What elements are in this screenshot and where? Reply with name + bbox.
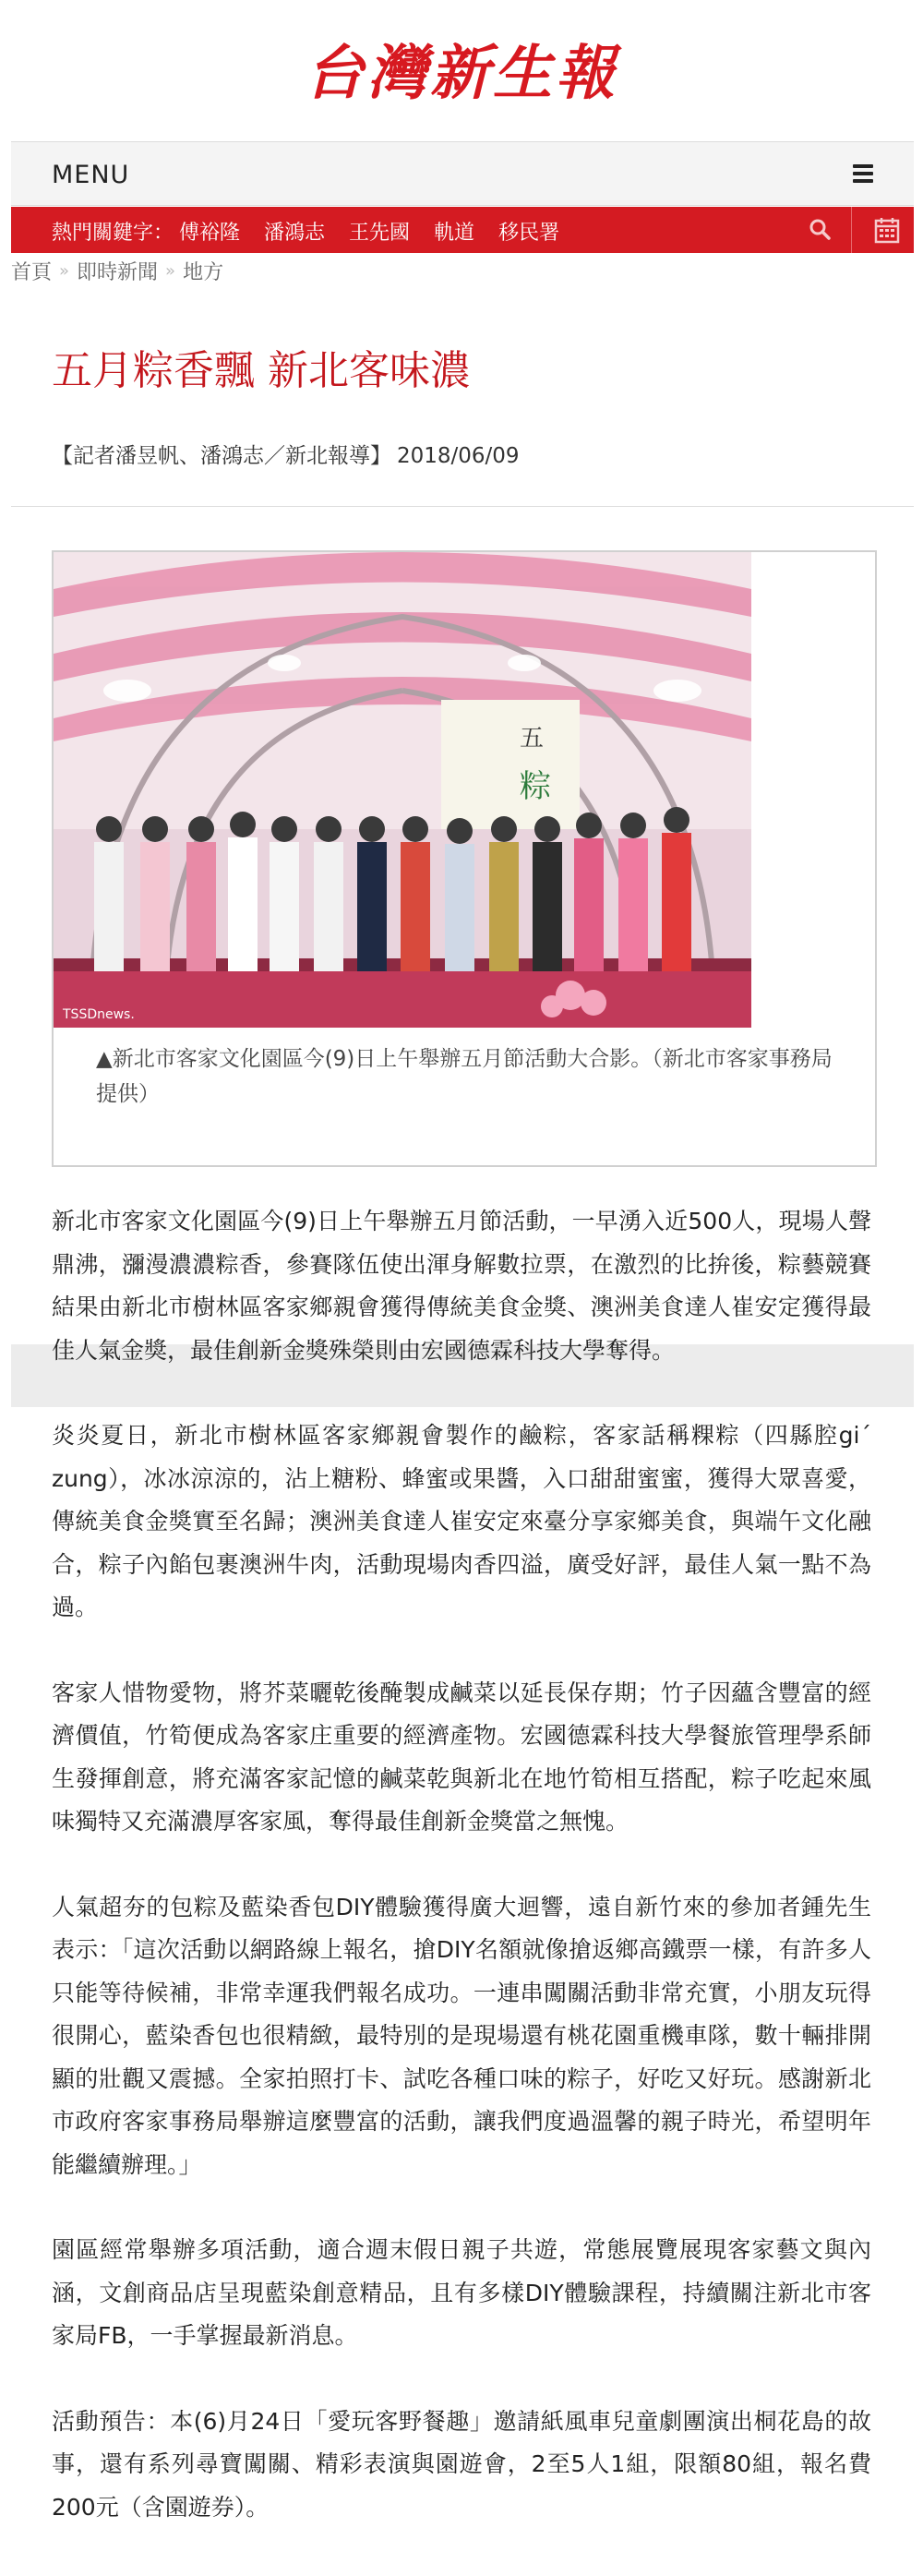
- breadcrumb: [11, 257, 223, 285]
- photo-watermark: TSSDnews.: [63, 1007, 135, 1022]
- calendar-icon[interactable]: [874, 216, 900, 244]
- article-byline: [52, 439, 520, 469]
- article-title: 五月粽香飄 新北客味濃: [52, 347, 471, 394]
- banner-text: 粽: [520, 768, 551, 805]
- article-paragraph: 人氣超夯的包粽及藍染香包DIY體驗獲得廣大迴響，遠自新竹來的參加者鍾先生表示：「這次活動以網路線上報名，搶DIY名額就像搶返鄉高鐵票一樣，有許多人只能等待候補，非常幸運我們報名成功。一連串闖關活動非常充實，小朋友玩得很開心，藍染香包也很精緻，最特別的是現場還有桃花園重機車隊，數十輛排開顯的壯觀又震撼。全家拍照打卡、試吃各種口味的粽子，好吃又好玩。感謝新北市政府客家事務局舉辦這麼豐富的活動，讓我們度過溫馨的親子時光，希望明年能繼續辦理。」: [52, 1893, 871, 2178]
- article-paragraph: 活動預告：本(6)月24日「愛玩客野餐趣」邀請紙風車兒童劇團演出桐花島的故事，還有系列尋寶闖關、精彩表演與園遊會，2至5人1組，限額80組，報名費200元（含園遊券）。: [52, 2407, 871, 2521]
- hot-keywords-list: [179, 217, 559, 246]
- article-paragraph: 園區經常舉辦多項活動，適合週末假日親子共遊，常態展覽展現客家藝文與內涵，文創商品店呈現藍染創意精品，且有多樣DIY體驗課程，持續關注新北市客家局FB，一手掌握最新消息。: [52, 2236, 871, 2349]
- site-logo[interactable]: 台灣新生報: [305, 39, 618, 108]
- photo-figure: [52, 550, 877, 1167]
- divider: [851, 207, 852, 253]
- article-paragraph: 炎炎夏日，新北市樹林區客家鄉親會製作的鹼粽，客家話稱粿粽（四縣腔gi´ zung），冰冰涼涼的，沾上糖粉、蜂蜜或果醬，入口甜甜蜜蜜，獲得大眾喜愛，傳統美食金獎實至名歸；澳洲美食達人崔安定來臺分享家鄉美食，與端午文化融合，粽子內餡包裹澳洲牛肉，活動現場肉香四溢，廣受好評，最佳人氣一點不為過。: [52, 1422, 871, 1620]
- event-photo: [54, 552, 751, 1028]
- search-icon[interactable]: [807, 216, 834, 244]
- hot-keyword-link[interactable]: 移民署: [498, 222, 560, 245]
- hot-keyword-link[interactable]: 傅裕隆: [179, 222, 241, 245]
- menu-label[interactable]: MENU: [52, 161, 130, 189]
- hot-keywords-bar: [11, 207, 914, 253]
- article-body: [52, 1200, 871, 2571]
- breadcrumb-separator: »: [165, 261, 176, 281]
- breadcrumb-separator: »: [59, 261, 70, 281]
- byline-date: 2018/06/09: [397, 444, 520, 468]
- hot-keyword-link[interactable]: 軌道: [434, 222, 475, 245]
- photo-caption: ▲新北市客家文化園區今(9)日上午舉辦五月節活動大合影。（新北市客家事務局提供）: [96, 1047, 833, 1106]
- breadcrumb-home[interactable]: 首頁: [11, 261, 53, 284]
- breadcrumb-region[interactable]: 地方: [183, 261, 224, 284]
- divider: [11, 506, 914, 507]
- article-paragraph: 客家人惜物愛物，將芥菜曬乾後醃製成鹹菜以延長保存期；竹子因蘊含豐富的經濟價值，竹筍便成為客家庄重要的經濟產物。宏國德霖科技大學餐旅管理學系師生發揮創意，將充滿客家記憶的鹹菜乾與新北在地竹筍相互搭配，粽子吃起來風味獨特又充滿濃厚客家風，奪得最佳創新金獎當之無愧。: [52, 1679, 871, 1835]
- hamburger-menu-icon[interactable]: [853, 164, 873, 183]
- breadcrumb-news[interactable]: 即時新聞: [77, 261, 159, 284]
- menu-bar: [11, 141, 914, 206]
- hot-keywords-label: 熱門關鍵字：: [52, 222, 174, 245]
- banner-text: 五: [520, 725, 545, 752]
- article-paragraph: 新北市客家文化園區今(9)日上午舉辦五月節活動，一早湧入近500人，現場人聲鼎沸，瀰漫濃濃粽香，參賽隊伍使出渾身解數拉票，在激烈的比拚後，粽藝競賽結果由新北市樹林區客家鄉親會獲得傳統美食金獎、澳洲美食達人崔安定獲得最佳人氣金獎，最佳創新金獎殊榮則由宏國德霖科技大學奪得。: [52, 1208, 871, 1364]
- hot-keyword-link[interactable]: 潘鴻志: [264, 222, 326, 245]
- hot-keyword-link[interactable]: 王先國: [349, 222, 411, 245]
- byline-author: 【記者潘昱帆、潘鴻志／新北報導】: [52, 444, 391, 468]
